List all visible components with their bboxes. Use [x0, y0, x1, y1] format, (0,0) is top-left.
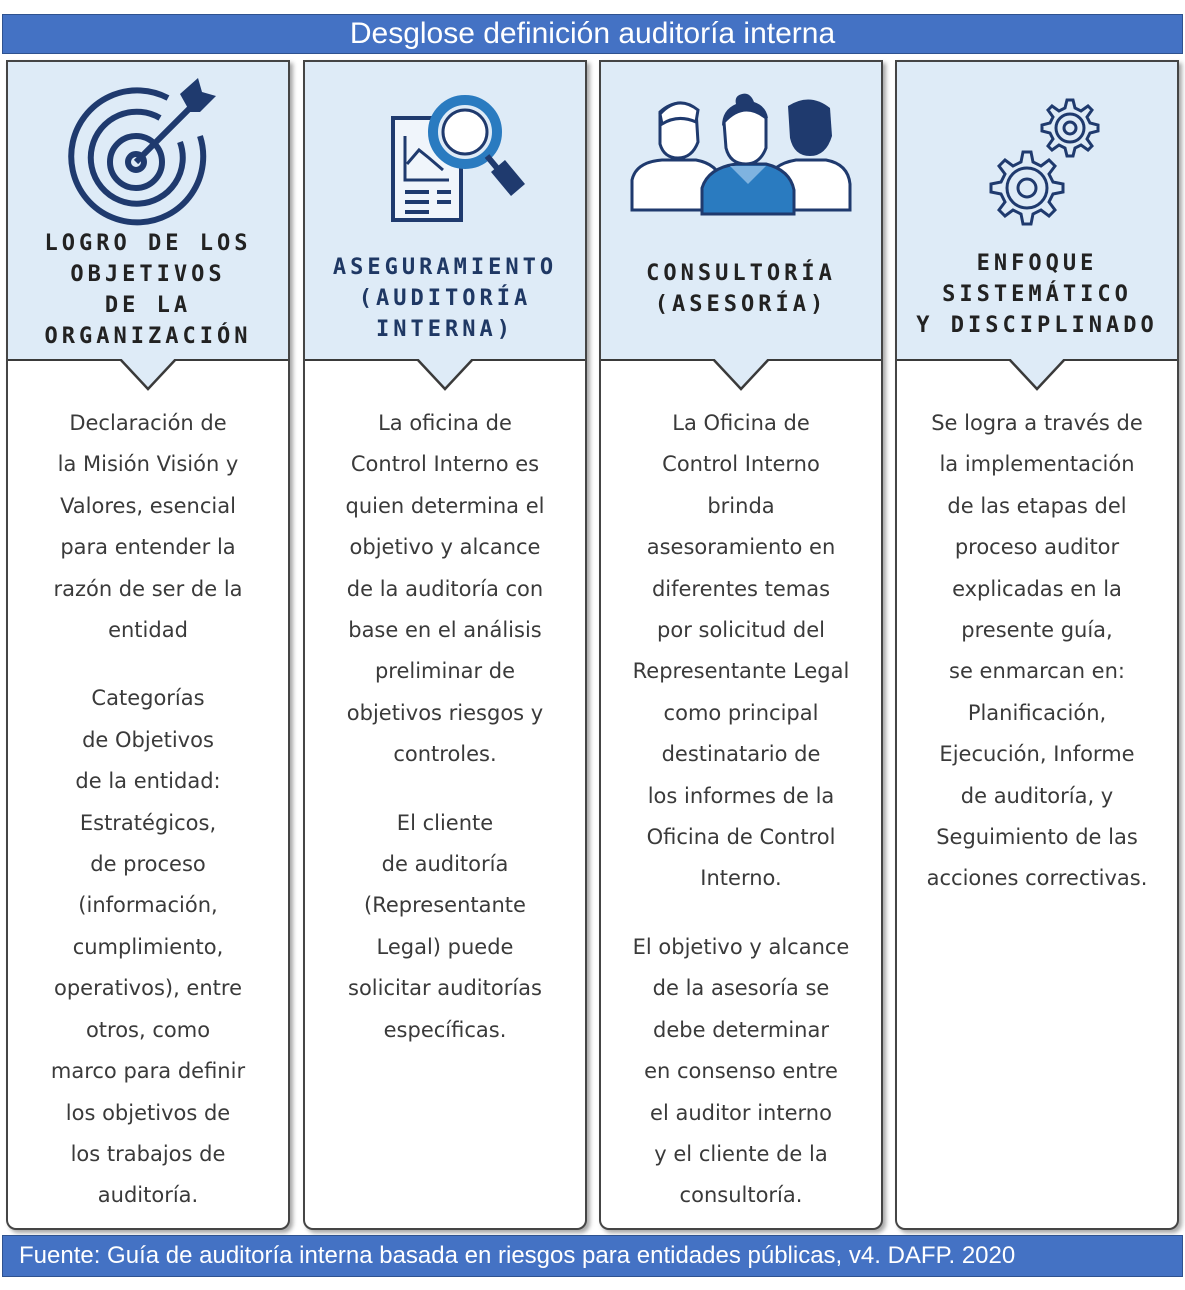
card-body	[14, 403, 282, 1217]
body-text-line: razón de ser de la	[53, 576, 243, 601]
body-text-line: auditoría.	[97, 1183, 199, 1208]
body-text-line: los trabajos de	[70, 1141, 226, 1166]
heading-line: DE LA	[104, 293, 192, 318]
heading-line: INTERNA)	[376, 317, 514, 342]
heading-line: LOGRO DE LOS	[44, 231, 252, 256]
body-text-line: de proceso	[90, 852, 206, 877]
body-text-line: brinda	[707, 493, 775, 518]
paragraph-gap	[14, 651, 282, 678]
heading-line: (AUDITORÍA	[358, 286, 532, 311]
body-text-line: específicas.	[383, 1017, 507, 1042]
body-text-line: consultoría.	[679, 1183, 803, 1208]
body-text-line: cumplimiento,	[72, 934, 224, 959]
heading-line: ENFOQUE	[976, 251, 1098, 276]
body-text-line: diferentes temas	[651, 576, 831, 601]
down-chevron-icon	[1009, 359, 1065, 393]
body-text-line: los informes de la	[647, 783, 835, 808]
body-text-line: explicadas en la	[952, 576, 1122, 601]
body-text-line: de auditoría, y	[960, 783, 1114, 808]
body-text-line: otros, como	[85, 1017, 211, 1042]
card-body	[607, 403, 875, 1217]
heading-line: SISTEMÁTICO	[942, 282, 1132, 307]
body-text-line: Control Interno es	[350, 452, 540, 477]
body-text-line: de la entidad:	[75, 769, 221, 794]
body-text-line: como principal	[663, 700, 819, 725]
card-aseguramiento	[303, 60, 587, 1230]
card-header	[897, 60, 1177, 361]
body-text-line: se enmarcan en:	[949, 659, 1125, 684]
body-text-line: Seguimiento de las	[936, 825, 1138, 850]
body-text-line: operativos), entre	[54, 976, 242, 1001]
heading-line: ORGANIZACIÓN	[44, 324, 252, 349]
body-text-line: y el cliente de la	[654, 1141, 828, 1166]
heading-line: CONSULTORÍA	[646, 261, 836, 286]
heading-line: OBJETIVOS	[70, 262, 226, 287]
body-text-line: de la auditoría con	[346, 576, 544, 601]
body-text-line: (información,	[78, 893, 218, 918]
body-text-line: en consenso entre	[644, 1059, 838, 1084]
body-text-line: Estratégicos,	[79, 810, 217, 835]
down-chevron-icon	[120, 359, 176, 393]
body-text-line: de la asesoría se	[652, 976, 830, 1001]
body-text-line: la Misión Visión y	[57, 452, 239, 477]
page-title: Desglose definición auditoría interna	[349, 17, 836, 50]
body-text-line: de auditoría	[381, 852, 509, 877]
card-objetivos	[6, 60, 290, 1230]
document-magnifier-icon	[365, 80, 525, 240]
card-heading	[897, 248, 1177, 341]
body-text-line: objetivo y alcance	[349, 535, 541, 560]
body-text-line: asesoramiento en	[646, 535, 836, 560]
body-text-line: acciones correctivas.	[926, 866, 1148, 891]
body-text-line: Categorías	[91, 686, 205, 711]
body-text-line: presente guía,	[961, 618, 1113, 643]
card-heading	[8, 228, 288, 352]
card-header	[601, 60, 881, 361]
paragraph-gap	[607, 900, 875, 927]
card-header	[305, 60, 585, 361]
body-text-line: Oficina de Control	[646, 825, 836, 850]
source-text: Fuente: Guía de auditoría interna basada en riesgos para entidades públicas, v4. DAFP. 2020	[19, 1242, 1016, 1269]
body-text-line: preliminar de	[374, 659, 516, 684]
body-text-line: (Representante	[364, 893, 526, 918]
body-text-line: objetivos riesgos y	[346, 700, 544, 725]
body-text-line: destinatario de	[661, 742, 821, 767]
body-text-line: Representante Legal	[632, 659, 850, 684]
body-text-line: proceso auditor	[954, 535, 1120, 560]
body-text-line: Se logra a través de	[931, 411, 1143, 435]
card-header	[8, 60, 288, 361]
heading-line: Y DISCIPLINADO	[916, 313, 1158, 338]
body-text-line: Planificación,	[967, 700, 1107, 725]
body-text-line: entidad	[108, 618, 188, 643]
card-body	[903, 403, 1171, 900]
body-text-line: de las etapas del	[947, 493, 1127, 518]
body-text-line: La Oficina de	[672, 411, 810, 435]
body-text-line: el auditor interno	[650, 1100, 832, 1125]
title-bar	[2, 14, 1183, 54]
body-text-line: para entender la	[60, 535, 236, 560]
body-text-line: Control Interno	[662, 452, 820, 477]
gears-icon	[957, 78, 1117, 238]
card-consultoria	[599, 60, 883, 1230]
down-chevron-icon	[417, 359, 473, 393]
body-text-line: debe determinar	[653, 1017, 829, 1042]
body-text-line: quien determina el	[345, 493, 545, 518]
source-footer	[2, 1235, 1183, 1277]
body-text-line: La oficina de	[378, 411, 512, 435]
heading-line: (ASESORÍA)	[654, 292, 828, 317]
body-text-line: Interno.	[700, 866, 782, 891]
body-text-line: por solicitud del	[657, 618, 825, 643]
heading-line: ASEGURAMIENTO	[332, 255, 558, 280]
card-body	[311, 403, 579, 1051]
body-text-line: Legal) puede	[376, 934, 514, 959]
card-heading	[601, 258, 881, 320]
body-text-line: base en el análisis	[348, 618, 542, 643]
body-text-line: El cliente	[396, 810, 494, 835]
card-heading	[305, 252, 585, 345]
body-text-line: Ejecución, Informe	[939, 742, 1135, 767]
target-icon	[68, 74, 228, 234]
body-text-line: la implementación	[939, 452, 1135, 477]
body-text-line: los objetivos de	[65, 1100, 231, 1125]
down-chevron-icon	[713, 359, 769, 393]
paragraph-gap	[311, 776, 579, 803]
card-enfoque	[895, 60, 1179, 1230]
body-text-line: de Objetivos	[82, 727, 214, 752]
body-text-line: Declaración de	[69, 411, 227, 435]
body-text-line: Valores, esencial	[60, 493, 236, 518]
body-text-line: solicitar auditorías	[348, 976, 542, 1001]
body-text-line: El objetivo y alcance	[632, 934, 850, 959]
people-icon	[626, 92, 856, 222]
body-text-line: marco para definir	[50, 1059, 246, 1084]
body-text-line: controles.	[393, 742, 497, 767]
